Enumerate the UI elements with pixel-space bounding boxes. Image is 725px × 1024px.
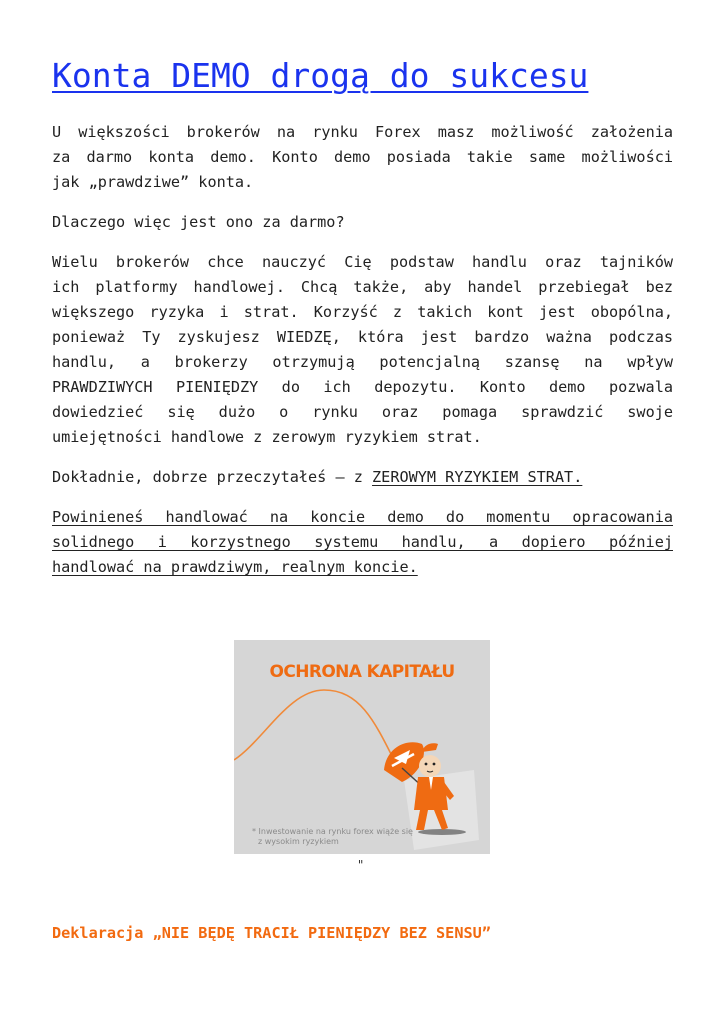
emphasis-paragraph (52, 465, 673, 490)
question-paragraph (52, 210, 673, 235)
risk-disclaimer-line-1: * Inwestowanie na rynku forex wiąże się (252, 827, 413, 836)
intro-line-1: U większości brokerów na rynku Forex masz możliwość założenia (52, 123, 673, 141)
explanation-paragraph (52, 250, 673, 450)
explanation-line-2: ich platformy handlowej. Chcą także, aby handel przebiegał bez (52, 278, 673, 296)
stray-quote-mark: " (357, 858, 365, 872)
zero-risk-underlined: ZEROWYM RYZYKIEM STRAT. (372, 468, 583, 486)
advice-line-1: Powinieneś handlować na koncie demo do momentu opracowania (52, 508, 673, 526)
explanation-line-5: handlu, a brokerzy otrzymują potencjalną szansę na wpływ (52, 353, 673, 371)
risk-disclaimer-line-2: z wysokim ryzykiem (258, 837, 339, 846)
advice-paragraph (52, 505, 673, 580)
emphasis-line (52, 465, 673, 490)
capital-protection-image (234, 640, 490, 854)
explanation-line-3: większego ryzyka i strat. Korzyść z takich kont jest obopólna, (52, 303, 673, 321)
explanation-line-8: umiejętności handlowe z zerowym ryzykiem strat. (52, 428, 482, 446)
advice-line-3: handlować na prawdziwym, realnym koncie. (52, 558, 418, 576)
intro-line-2: za darmo konta demo. Konto demo posiada takie same możliwości (52, 148, 673, 166)
question-line: Dlaczego więc jest ono za darmo? (52, 213, 345, 231)
intro-line-3: jak „prawdziwe” konta. (52, 173, 254, 191)
explanation-line-4: ponieważ Ty zyskujesz WIEDZĘ, która jest bardzo ważna podczas (52, 328, 673, 346)
explanation-line-6: PRAWDZIWYCH PIENIĘDZY do ich depozytu. Konto demo pozwala (52, 378, 673, 396)
explanation-line-7: dowiedzieć się dużo o rynku oraz pomaga sprawdzić swoje (52, 403, 673, 421)
risk-disclaimer (252, 827, 482, 847)
emphasis-prefix: Dokładnie, dobrze przeczytałeś – z (52, 468, 373, 486)
explanation-line-1: Wielu brokerów chce nauczyć Cię podstaw handlu oraz tajników (52, 253, 673, 271)
advice-line-2: solidnego i korzystnego systemu handlu, a dopiero później (52, 533, 673, 551)
image-title: OCHRONA KAPITAŁU (269, 662, 455, 682)
article-title[interactable]: Konta DEMO drogą do sukcesu (52, 56, 589, 95)
intro-paragraph (52, 120, 673, 195)
declaration-heading: Deklaracja „NIE BĘDĘ TRACIŁ PIENIĘDZY BEZ SENSU” (52, 924, 491, 942)
